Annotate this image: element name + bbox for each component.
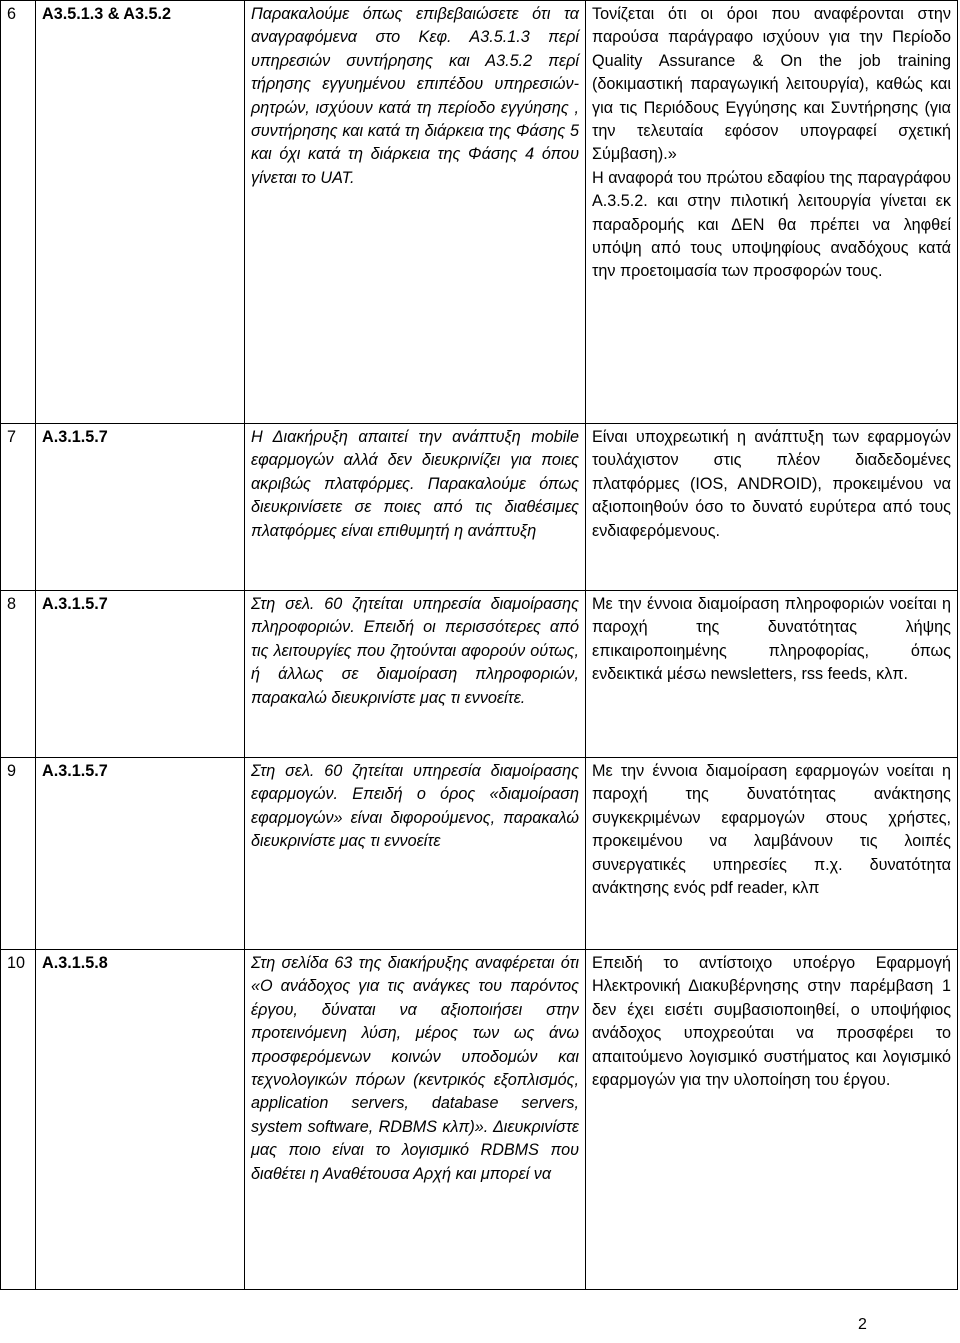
row-number: 10 — [1, 950, 36, 1290]
answer-cell — [586, 1, 958, 424]
answer-paragraph: Με την έννοια διαμοίραση πληροφοριών νοείται η παροχή της δυνατότητας λήψης επικαιροποιημένης πληροφορίας, όπως ενδεικτικά μέσω newsletters, rss feeds, κλπ. — [592, 595, 951, 684]
table-row — [1, 424, 958, 591]
answer-cell — [586, 950, 958, 1290]
question-text: Παρακαλούμε όπως επιβεβαιώσετε ότι τα αναγραφόμενα στο Κεφ. Α3.5.1.3 περί υπηρεσιών συντήρησης και Α3.5.2 περί τήρησης εγγυημένου επιπέδου υπηρεσιών-ρητρών, ισχύουν κατά τη περίοδο εγγύησης , συντήρησης και κατά τη διάρκεια της Φάσης 5 και όχι κατά τη διάρκεια της Φάσης 4 όπου γίνεται το UAT. — [245, 1, 586, 424]
question-text: Στη σελ. 60 ζητείται υπηρεσία διαμοίρασης πληροφοριών. Επειδή οι περισσότερες από τις λειτουργίες που ζητούνται αφορούν ούτως, ή άλλως σε διαμοίραση πληροφοριών, παρακαλώ διευκρινίστε μας τι εννοείτε. — [245, 591, 586, 758]
question-text: Η Διακήρυξη απαιτεί την ανάπτυξη mobile εφαρμογών αλλά δεν διευκρινίζει για ποιες ακριβώς πλατφόρμες. Παρακαλούμε όπως διευκρινίσετε σε ποιες από τις διαθέσιμες πλατφόρμες είναι επιθυμητή η ανάπτυξη — [245, 424, 586, 591]
section-reference: Α.3.1.5.7 — [36, 758, 245, 950]
answer-paragraph: Τονίζεται ότι οι όροι που αναφέρονται στην παρούσα παράγραφο ισχύουν για την Περίοδο Quality Assurance & On the job training (δοκιμαστική παραγωγική λειτουργία), καθώς και για τις Περιόδους Εγγύησης και Συντήρησης (για την τελευταία εφόσον υπογραφεί σχετική Σύμβαση).» — [592, 5, 951, 164]
answer-cell — [586, 758, 958, 950]
row-number: 7 — [1, 424, 36, 591]
row-number: 6 — [1, 1, 36, 424]
answer-cell — [586, 424, 958, 591]
table-row — [1, 1, 958, 424]
section-reference: Α.3.1.5.7 — [36, 591, 245, 758]
page-number: 2 — [858, 1316, 867, 1333]
answer-paragraph: Η αναφορά του πρώτου εδαφίου της παραγράφου Α.3.5.2. και στην πιλοτική λειτουργία γίνεται εκ παραδρομής και ΔΕΝ θα πρέπει να ληφθεί υπόψη από τους υποψηφίους αναδόχους κατά την προετοιμασία των προσφορών τους. — [592, 168, 951, 281]
section-reference: Α.3.1.5.7 — [36, 424, 245, 591]
table-row — [1, 758, 958, 950]
row-number: 9 — [1, 758, 36, 950]
answer-paragraph: Με την έννοια διαμοίραση εφαρμογών νοείται η παροχή της δυνατότητας ανάκτησης συγκεκριμένων εφαρμογών στους χρήστες, προκειμένου να λαμβάνουν τις λοιπές συνεργατικές υπηρεσίες π.χ. δυνατότητα ανάκτησης ενός pdf reader, κλπ — [592, 762, 951, 898]
row-number: 8 — [1, 591, 36, 758]
answer-paragraph: Είναι υποχρεωτική η ανάπτυξη των εφαρμογών τουλάχιστον στις πλέον διαδεδομένες πλατφόρμες (IOS, ANDROID), προκειμένου να αξιοποιηθούν όσο το δυνατό ευρύτερα από τους ενδιαφερόμενους. — [592, 428, 951, 540]
table-row — [1, 950, 958, 1290]
section-reference: Α3.5.1.3 & Α3.5.2 — [36, 1, 245, 424]
question-text: Στη σελ. 60 ζητείται υπηρεσία διαμοίρασης εφαρμογών. Επειδή ο όρος «διαμοίραση εφαρμογών» είναι διφορούμενος, παρακαλώ διευκρινίστε μας τι εννοείτε — [245, 758, 586, 950]
table-row — [1, 591, 958, 758]
answer-paragraph: Επειδή το αντίστοιχο υποέργο Εφαρμογή Ηλεκτρονική Διακυβέρνησης στην παρέμβαση 1 δεν έχει εισέτι συμβασιοποιηθεί, ο υποψήφιος ανάδοχος υποχρεούται να προσφέρει το απαιτούμενο λογισμικό συστήματος και λογισμικό εφαρμογών για την υλοποίηση του έργου. — [592, 954, 951, 1090]
section-reference: Α.3.1.5.8 — [36, 950, 245, 1290]
answer-cell — [586, 591, 958, 758]
question-text: Στη σελίδα 63 της διακήρυξης αναφέρεται ότι «Ο ανάδοχος για τις ανάγκες του παρόντος έργου, δύναται να αξιοποιήσει στην προτεινόμενη λύση, μέρος των ως άνω προσφερόμενων κοινών υποδομών και τεχνολογικών πόρων (κεντρικός εξοπλισμός, application servers, database servers, system software, RDBMS κλπ)». Διευκρινίστε μας ποιο είναι το λογισμικό RDBMS που διαθέτει η Αναθέτουσα Αρχή και μπορεί να — [245, 950, 586, 1290]
